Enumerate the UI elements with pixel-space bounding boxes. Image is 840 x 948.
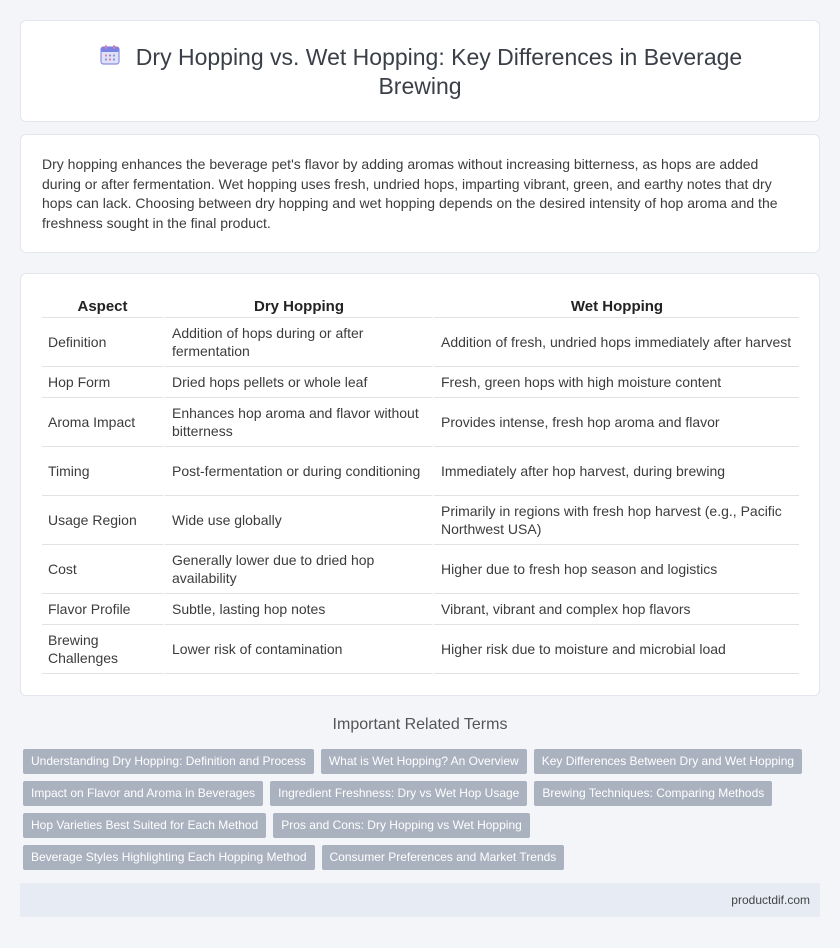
table-row bbox=[42, 496, 799, 545]
related-tag[interactable]: Consumer Preferences and Market Trends bbox=[322, 845, 565, 870]
cell-dry: Dried hops pellets or whole leaf bbox=[163, 367, 432, 398]
cell-aspect: Brewing Challenges bbox=[42, 625, 163, 674]
related-terms-list bbox=[23, 749, 813, 877]
intro-paragraph: Dry hopping enhances the beverage pet's flavor by adding aromas without increasing bitterness, as hops are added during or after fermentation. Wet hopping uses fresh, undried hops, imparting vibrant, green, and earthy notes that dry hops can lack. Choosing between dry hopping and wet hopping depends on the desired intensity of hop aroma and the freshness sought in the final product. bbox=[42, 156, 778, 231]
cell-wet: Higher risk due to moisture and microbial load bbox=[432, 625, 799, 674]
cell-wet: Provides intense, fresh hop aroma and flavor bbox=[432, 398, 799, 447]
related-tag[interactable]: Pros and Cons: Dry Hopping vs Wet Hopping bbox=[273, 813, 530, 838]
calendar-icon bbox=[98, 43, 122, 67]
page-title-wrap bbox=[21, 43, 819, 101]
cell-dry: Generally lower due to dried hop availability bbox=[163, 545, 432, 594]
comparison-card bbox=[20, 273, 820, 696]
page-title: Dry Hopping vs. Wet Hopping: Key Differences in Beverage Brewing bbox=[135, 44, 743, 99]
cell-dry: Lower risk of contamination bbox=[163, 625, 432, 674]
cell-aspect: Timing bbox=[42, 447, 163, 496]
related-tag[interactable]: Ingredient Freshness: Dry vs Wet Hop Usage bbox=[270, 781, 527, 806]
cell-aspect: Cost bbox=[42, 545, 163, 594]
tag-row bbox=[23, 845, 813, 870]
cell-wet: Higher due to fresh hop season and logistics bbox=[432, 545, 799, 594]
cell-wet: Addition of fresh, undried hops immediately after harvest bbox=[432, 318, 799, 367]
cell-aspect: Aroma Impact bbox=[42, 398, 163, 447]
related-tag[interactable]: Key Differences Between Dry and Wet Hopping bbox=[534, 749, 802, 774]
comparison-table bbox=[42, 296, 799, 674]
tag-row bbox=[23, 813, 813, 838]
footer bbox=[20, 883, 820, 917]
intro-card bbox=[20, 134, 820, 253]
table-header-row bbox=[42, 296, 799, 318]
table-row bbox=[42, 367, 799, 398]
table-row bbox=[42, 318, 799, 367]
cell-dry: Addition of hops during or after fermentation bbox=[163, 318, 432, 367]
cell-wet: Immediately after hop harvest, during brewing bbox=[432, 447, 799, 496]
cell-dry: Wide use globally bbox=[163, 496, 432, 545]
tag-row bbox=[23, 781, 813, 806]
table-row bbox=[42, 594, 799, 625]
cell-aspect: Definition bbox=[42, 318, 163, 367]
header-wet-hopping: Wet Hopping bbox=[432, 296, 799, 318]
cell-aspect: Flavor Profile bbox=[42, 594, 163, 625]
related-tag[interactable]: Understanding Dry Hopping: Definition and Process bbox=[23, 749, 314, 774]
cell-wet: Primarily in regions with fresh hop harvest (e.g., Pacific Northwest USA) bbox=[432, 496, 799, 545]
header-aspect: Aspect bbox=[42, 296, 163, 318]
cell-aspect: Hop Form bbox=[42, 367, 163, 398]
cell-dry: Post-fermentation or during conditioning bbox=[163, 447, 432, 496]
cell-aspect: Usage Region bbox=[42, 496, 163, 545]
table-row bbox=[42, 447, 799, 496]
cell-dry: Subtle, lasting hop notes bbox=[163, 594, 432, 625]
table-row bbox=[42, 545, 799, 594]
tag-row bbox=[23, 749, 813, 774]
related-terms-heading: Important Related Terms bbox=[332, 716, 508, 733]
related-tag[interactable]: Hop Varieties Best Suited for Each Method bbox=[23, 813, 266, 838]
footer-site-link[interactable]: productdif.com bbox=[731, 893, 810, 907]
cell-wet: Fresh, green hops with high moisture content bbox=[432, 367, 799, 398]
related-tag[interactable]: Brewing Techniques: Comparing Methods bbox=[534, 781, 772, 806]
cell-dry: Enhances hop aroma and flavor without bitterness bbox=[163, 398, 432, 447]
related-tag[interactable]: Beverage Styles Highlighting Each Hopping Method bbox=[23, 845, 315, 870]
related-tag[interactable]: Impact on Flavor and Aroma in Beverages bbox=[23, 781, 263, 806]
cell-wet: Vibrant, vibrant and complex hop flavors bbox=[432, 594, 799, 625]
table-row bbox=[42, 398, 799, 447]
header-dry-hopping: Dry Hopping bbox=[163, 296, 432, 318]
related-tag[interactable]: What is Wet Hopping? An Overview bbox=[321, 749, 527, 774]
table-row bbox=[42, 625, 799, 674]
title-card bbox=[20, 20, 820, 122]
